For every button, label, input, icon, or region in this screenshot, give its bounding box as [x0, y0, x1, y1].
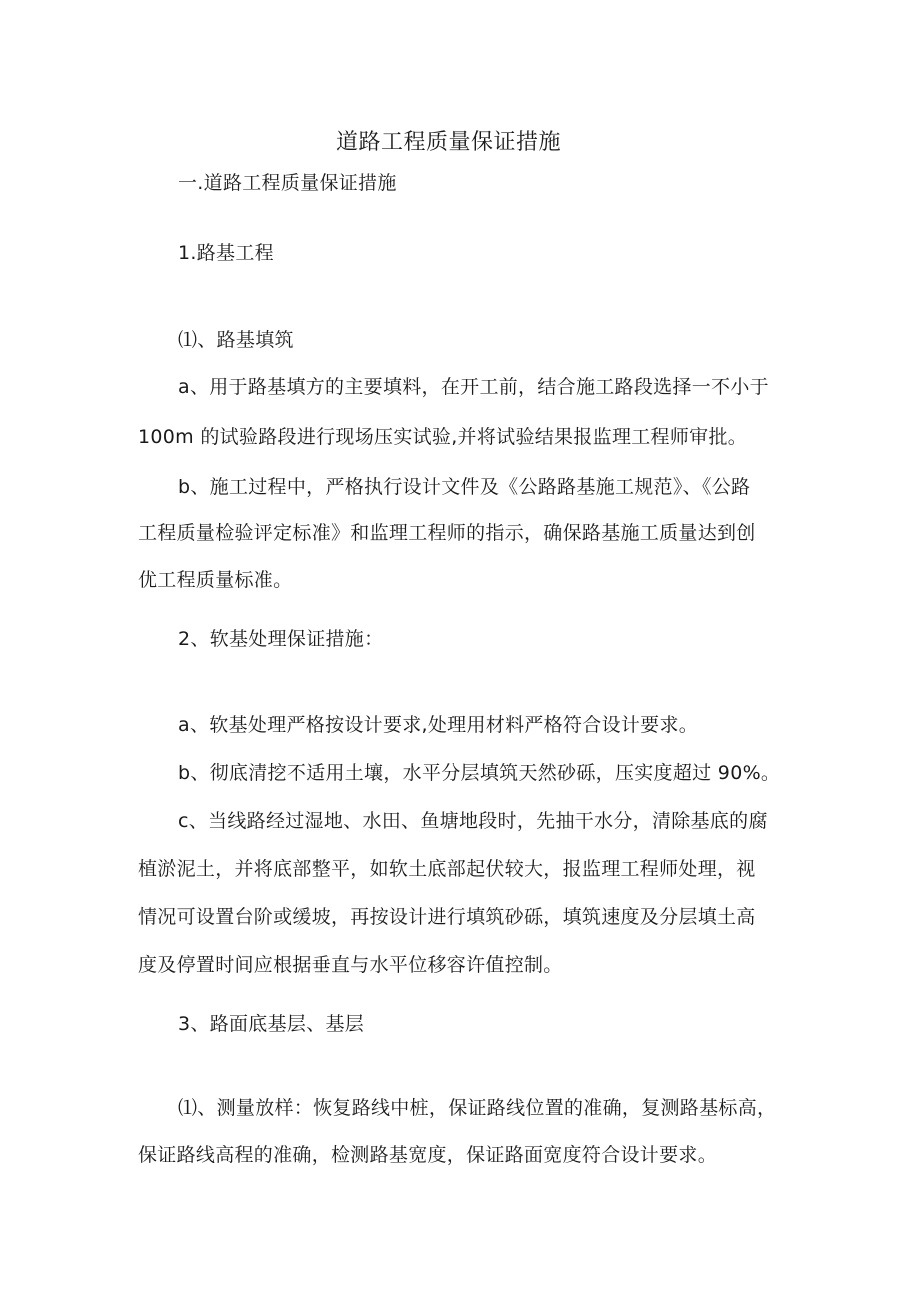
soft-c-line: 情况可设置台阶或缓坡，再按设计进行填筑砂砾，填筑速度及分层填土高 [138, 906, 756, 928]
paragraph-a-line: 100m 的试验路段进行现场压实试验,并将试验结果报监理工程师审批。 [138, 426, 748, 448]
soft-c-line: 植淤泥土，并将底部整平，如软土底部起伏较大，报监理工程师处理，视 [138, 858, 756, 880]
soft-c-line: c、当线路经过湿地、水田、鱼塘地段时，先抽干水分，清除基底的腐 [178, 810, 768, 832]
soft-b-line: b、彻底清挖不适用土壤，水平分层填筑天然砂砾，压实度超过 90%。 [178, 762, 781, 784]
section-heading: 一.道路工程质量保证措施 [178, 172, 397, 194]
subheading-subgrade-fill: ⑴、路基填筑 [178, 329, 294, 351]
soft-c-line: 度及停置时间应根据垂直与水平位移容许值控制。 [138, 954, 563, 976]
subheading-soft-foundation: 2、软基处理保证措施： [178, 628, 384, 650]
subheading-pavement-base: 3、路面底基层、基层 [178, 1013, 365, 1035]
survey-line: 保证路线高程的准确，检测路基宽度，保证路面宽度符合设计要求。 [138, 1144, 718, 1166]
document-title: 道路工程质量保证措施 [336, 130, 562, 155]
paragraph-b-line: 优工程质量标准。 [138, 569, 293, 591]
paragraph-a-line: a、用于路基填方的主要填料，在开工前，结合施工路段选择一不小于 [178, 376, 769, 398]
paragraph-b-line: 工程质量检验评定标准》和监理工程师的指示，确保路基施工质量达到创 [138, 522, 756, 544]
soft-a-line: a、软基处理严格按设计要求,处理用材料严格符合设计要求。 [178, 714, 699, 736]
paragraph-b-line: b、施工过程中，严格执行设计文件及《公路路基施工规范》、《公路 [178, 476, 751, 498]
survey-line: ⑴、测量放样：恢复路线中桩，保证路线位置的准确，复测路基标高， [178, 1097, 777, 1119]
subheading-subgrade: 1.路基工程 [178, 242, 274, 264]
